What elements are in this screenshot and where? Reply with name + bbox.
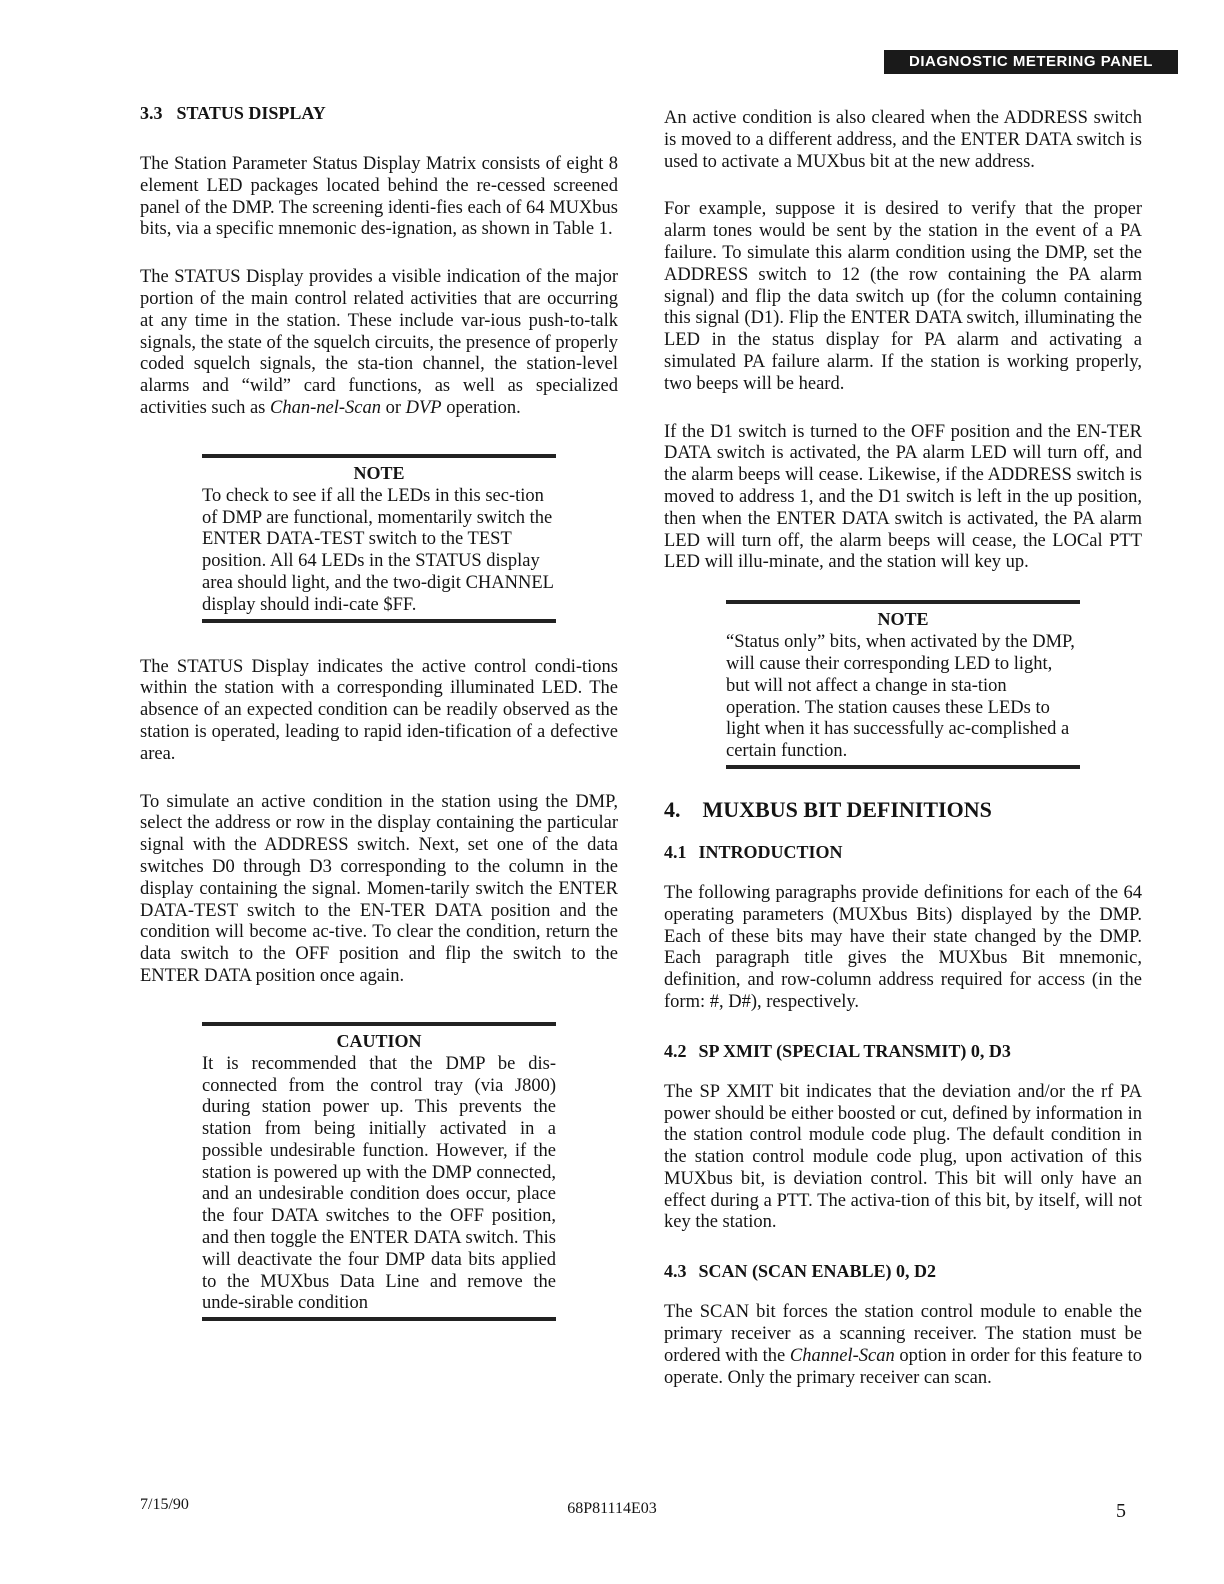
caution-box bbox=[202, 1022, 556, 1322]
caution-text: It is recommended that the DMP be dis-connected from the control tray (via J800) during station power up. This prevents the station from being initially activated in a possible undesirable function. However, if the station is powered up with the DMP connected, and an undesirable condition does occur, place the four DATA switches to the OFF position, and then toggle the ENTER DATA switch. This will deactivate the four DMP data bits applied to the MUXbus Data Line and remove the unde-sirable condition bbox=[202, 1053, 556, 1314]
section-number: 4. bbox=[664, 796, 681, 822]
section-heading-3-3 bbox=[140, 102, 618, 124]
section-heading-4 bbox=[664, 797, 1142, 823]
text-run: The STATUS Display provides a visible indication of the major portion of the main control related activities that are occurring at any time in the station. These include var-ious push-to-talk signals, the state of the squelch circuits, the presence of properly coded squelch signals, the sta-tion channel, the station-level alarms and “wild” card functions, as well as specialized activities such as bbox=[140, 267, 618, 418]
footer-doc-number: 68P81114E03 bbox=[567, 1500, 657, 1517]
italic-term: Channel-Scan bbox=[789, 1345, 895, 1366]
section-heading-4-2 bbox=[664, 1040, 1142, 1062]
text-run: operation. bbox=[441, 397, 521, 418]
section-number: 4.1 bbox=[664, 841, 687, 862]
section-title: SP XMIT (SPECIAL TRANSMIT) 0, D3 bbox=[698, 1040, 1011, 1061]
text-run: The SCAN bit forces the station control module to enable the primary receiver as a scanning receiver. The station must be ordered with the bbox=[664, 1302, 1142, 1366]
section-number: 4.3 bbox=[664, 1261, 687, 1282]
note-text: “Status only” bits, when activated by the DMP, will cause their corresponding LED to light, but will not affect a change in sta-tion operation. The station causes these LEDs to light when it has successfully ac-complished a certain function. bbox=[726, 632, 1075, 762]
paragraph: The Station Parameter Status Display Matrix consists of eight 8 element LED packages located behind the re-cessed screened panel of the DMP. The screening identi-fies each of 64 MUXbus bits, via a specific mnemonic des-ignation, as shown in Table 1. bbox=[140, 154, 618, 240]
italic-term: Chan-nel-Scan bbox=[269, 397, 381, 418]
note-title: NOTE bbox=[353, 462, 405, 483]
section-title: INTRODUCTION bbox=[698, 841, 843, 862]
left-column bbox=[140, 102, 618, 1349]
section-title: STATUS DISPLAY bbox=[176, 103, 326, 123]
section-heading-4-1 bbox=[664, 841, 1142, 863]
page-number: 5 bbox=[1116, 1500, 1126, 1522]
paragraph: The following paragraphs provide definitions for each of the 64 operating parameters (MUXbus Bits) displayed by the DMP. Each of these bits may have their state changed by the DMP. Each paragraph title gives the MUXbus Bit mnemonic, definition, and row-column address required for access (in the form: #, D#), respectively. bbox=[664, 882, 1142, 1012]
section-title: MUXBUS BIT DEFINITIONS bbox=[702, 796, 992, 822]
header-banner: DIAGNOSTIC METERING PANEL bbox=[884, 50, 1178, 74]
note-text: To check to see if all the LEDs in this sec-tion of DMP are functional, momentarily switch the ENTER DATA-TEST switch to the TEST position. All 64 LEDs in the STATUS display area should light, and the two-digit CHANNEL display should indi-cate $FF. bbox=[202, 485, 554, 615]
note-title: NOTE bbox=[877, 609, 929, 630]
paragraph: To simulate an active condition in the station using the DMP, select the address or row in the display containing the particular signal with the ADDRESS switch. Next, set one of the data switches D0 through D3 corresponding to the column in the display containing the signal. Momen-tarily switch the ENTER DATA-TEST switch to the EN-TER DATA position and the condition will become ac-tive. To clear the condition, return the data switch to the OFF position and flip the switch to the ENTER DATA position once again. bbox=[140, 791, 618, 986]
section-number: 4.2 bbox=[664, 1040, 687, 1061]
paragraph bbox=[140, 267, 618, 420]
section-number: 3.3 bbox=[140, 103, 163, 123]
italic-term: DVP bbox=[405, 397, 442, 418]
text-run: option in order for this feature to operate. Only the primary receiver can scan. bbox=[664, 1345, 1142, 1388]
paragraph: For example, suppose it is desired to verify that the proper alarm tones would be sent by the station in the event of a PA failure. To simulate this alarm condition using the DMP, set the ADDRESS switch to 12 (the row containing the PA alarm signal) and flip the data switch up (for the column containing this signal (D1). Flip the ENTER DATA switch, illuminating the LED in the status display for PA alarm and activating a simulated PA failure alarm. If the station is working properly, two beeps will be heard. bbox=[664, 199, 1142, 394]
paragraph: The STATUS Display indicates the active control condi-tions within the station with a corresponding illuminated LED. The absence of an expected condition can be readily observed as the station is operated, leading to rapid iden-tification of a defective area. bbox=[140, 656, 618, 764]
caution-title: CAUTION bbox=[336, 1030, 422, 1051]
footer-date: 7/15/90 bbox=[140, 1496, 189, 1513]
text-run: or bbox=[380, 397, 406, 418]
paragraph bbox=[664, 1302, 1142, 1389]
right-column bbox=[664, 108, 1142, 1415]
paragraph: An active condition is also cleared when the ADDRESS switch is moved to a different address, and the ENTER DATA switch is used to activate a MUXbus bit at the new address. bbox=[664, 108, 1142, 172]
section-heading-4-3 bbox=[664, 1260, 1142, 1282]
note-box bbox=[726, 600, 1080, 769]
section-title: SCAN (SCAN ENABLE) 0, D2 bbox=[698, 1261, 937, 1282]
note-box bbox=[202, 454, 556, 623]
paragraph: The SP XMIT bit indicates that the deviation and/or the rf PA power should be either boosted or cut, defined by information in the station control module code plug. The default condition in the station control module code plug, upon activation of this MUXbus bit, is deviation control. This bit will only have an effect during a PTT. The activa-tion of this bit, by itself, will not key the station. bbox=[664, 1081, 1142, 1233]
paragraph: If the D1 switch is turned to the OFF position and the EN-TER DATA switch is activated, the PA alarm LED will turn off, and the alarm beeps will cease. Likewise, if the ADDRESS switch is moved to address 1, and the D1 switch is left in the up position, then when the ENTER DATA switch is activated, the PA alarm LED will turn off, the alarm beeps will cease, the LOCal PTT LED will illu-minate, and the station will key up. bbox=[664, 421, 1142, 573]
